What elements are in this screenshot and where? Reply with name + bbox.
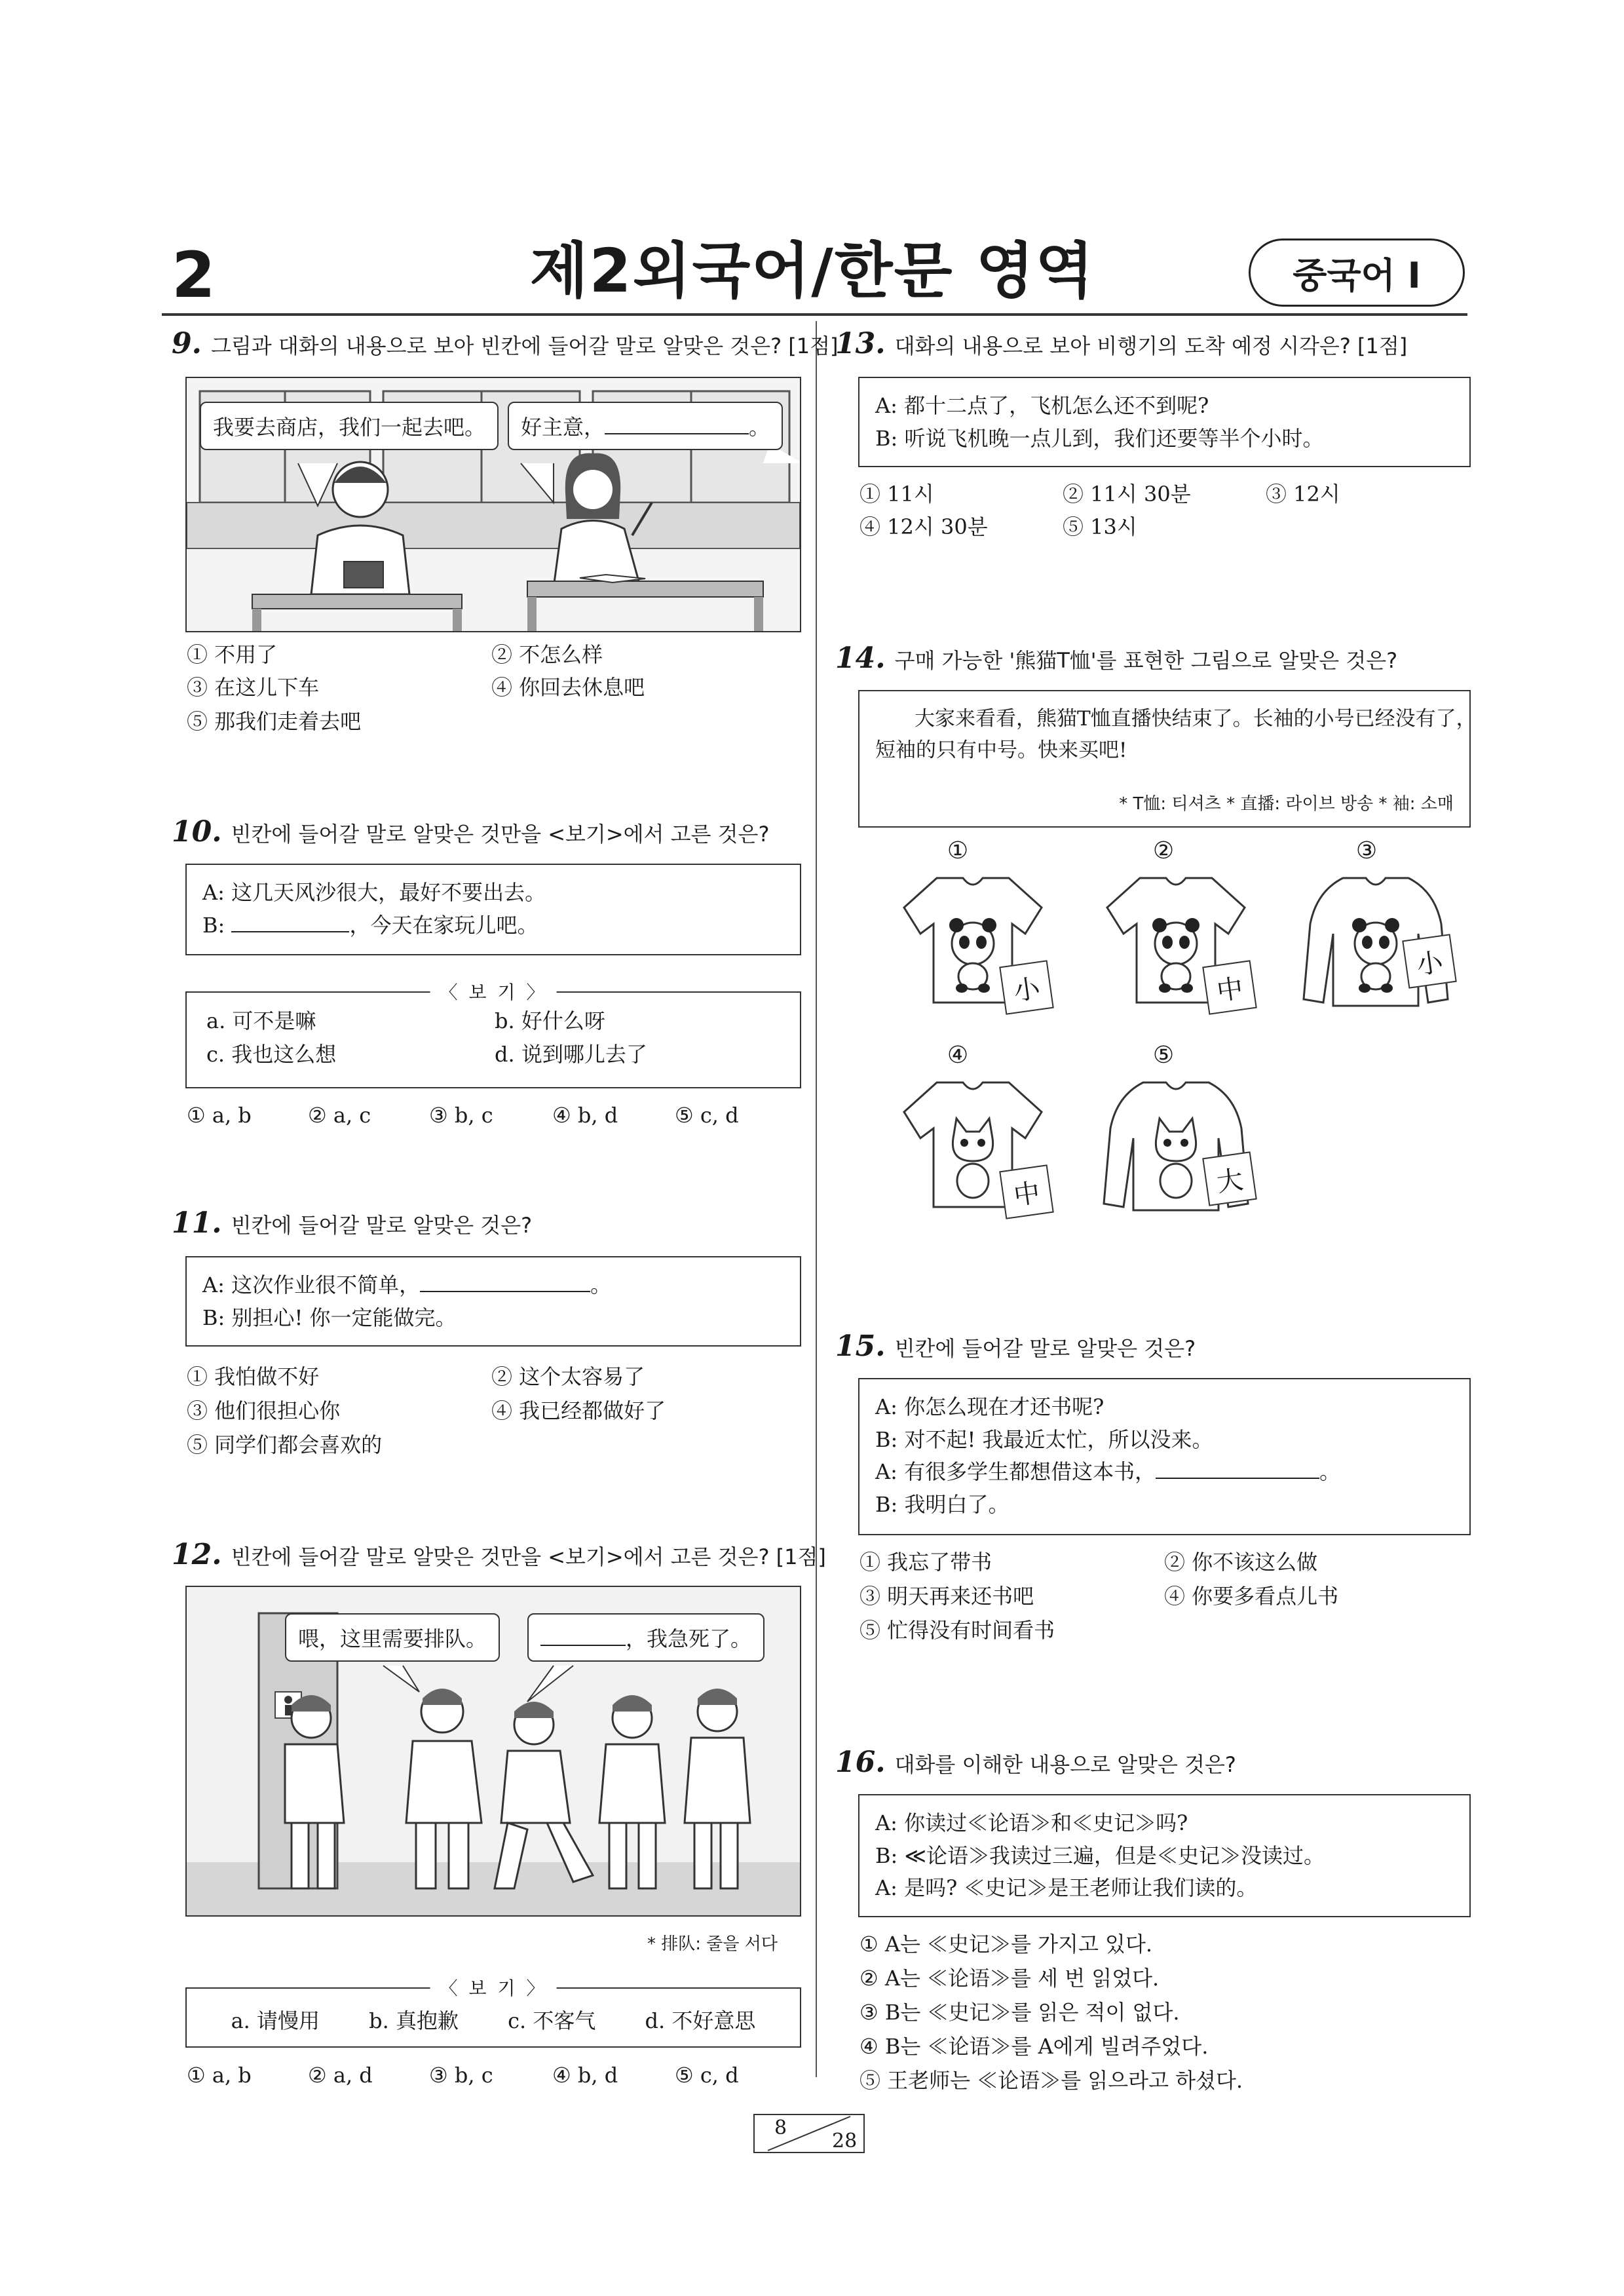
size-tag-text: 小 [1414,946,1445,981]
question-10-bogi-box [185,982,801,1088]
bogi-item-a: a. 请慢用 [231,2008,320,2033]
option-5[interactable]: ⑤ 同学们都会喜欢的 [187,1432,383,1457]
speech-bubble-right [527,1613,765,1662]
speech-text-left: 喂，这里需要排队。 [298,1626,487,1651]
dialogue-line-b: B: 对不起! 我最近太忙，所以没来。 [875,1426,1213,1452]
question-text: 구매 가능한 '熊猫T恤'를 표현한 그림으로 알맞은 것은? [894,648,1398,673]
question-text: 빈칸에 들어갈 말로 알맞은 것만을 <보기>에서 고른 것은? [1점] [231,1544,826,1569]
option-4[interactable]: ④ 12시 30분 [859,514,988,539]
bogi-item-d: d. 说到哪儿去了 [495,1042,647,1067]
shirt-choice-4[interactable] [891,1076,1055,1227]
option-1[interactable]: ① a, b [187,1103,252,1128]
speaker-b-label: B: [202,912,225,938]
option-4[interactable]: ④ B는 ≪论语≫를 A에게 빌려주었다. [859,2034,1209,2059]
question-16-stem [835,1746,1236,1780]
bogi-item-b: b. 真抱歉 [369,2008,459,2033]
option-2[interactable]: ② 这个太容易了 [491,1364,645,1389]
boy-speech-text: 我要去商店，我们一起去吧。 [213,415,486,440]
speech-bubble-left [285,1613,500,1662]
question-10-dialogue [185,864,801,955]
question-11-dialogue [185,1256,801,1347]
answer-blank [420,1272,590,1292]
answer-blank [1156,1459,1319,1479]
total-pages: 28 [832,2130,858,2152]
dialogue-line-b: B: 别担心! 你一定能做完。 [202,1305,457,1330]
question-9-stem [172,328,839,361]
question-number: 13. [835,327,886,360]
option-4[interactable]: ④ b, d [552,2063,618,2088]
exam-section-title: 제2외국어/한문 영역 [529,236,1095,306]
speech-text-right: ，我急死了。 [626,1626,752,1651]
dialogue-line-a: A: 你读过≪论语≫和≪史记≫吗? [875,1810,1188,1835]
option-4[interactable]: ④ 你要多看点儿书 [1164,1584,1339,1609]
size-tag-3 [1402,934,1457,989]
dialogue-line-a-suffix: 。 [590,1272,612,1297]
option-1[interactable]: ① A는 ≪史记≫를 가지고 있다. [859,1932,1153,1957]
question-14-passage [858,690,1477,828]
option-1[interactable]: ① 我忘了带书 [859,1550,992,1575]
choice-label-4: ④ [947,1042,969,1069]
question-12-stem [172,1539,826,1572]
question-9-illustration [185,377,801,632]
size-tag-1 [999,960,1054,1015]
bogi-title-text: 보 기 [468,1978,518,1999]
subject-label: 중국어 I [1293,254,1421,296]
option-5[interactable]: ⑤ c, d [675,1103,739,1128]
size-tag-4 [999,1164,1054,1219]
option-2[interactable]: ② a, c [308,1103,371,1128]
dialogue-line-a [202,1269,784,1302]
shirt-choice-3[interactable] [1294,871,1458,1022]
bogi-item-a: a. 可不是嘛 [206,1008,316,1033]
question-text: 대화를 이해한 내용으로 알맞은 것은? [894,1752,1236,1777]
shirt-choice-5[interactable] [1094,1076,1258,1227]
question-number: 15. [835,1330,886,1363]
subject-badge [1249,239,1465,307]
dialogue-line-c-text: A: 有很多学生都想借这本书， [875,1459,1156,1485]
shirt-choice-2[interactable] [1094,871,1258,1022]
size-tag-2 [1202,960,1257,1015]
dialogue-line-a: A: 你怎么现在才还书呢? [875,1394,1105,1419]
option-3[interactable]: ③ 明天再来还书吧 [859,1584,1034,1609]
bogi-item-b: b. 好什么呀 [495,1008,605,1033]
option-2[interactable]: ② 你不该这么做 [1164,1550,1318,1575]
column-divider [816,321,817,2077]
dialogue-line-c: A: 是吗? ≪史记≫是王老师让我们读的。 [875,1875,1258,1901]
question-11-stem [172,1207,532,1240]
option-3[interactable]: ③ b, c [429,1103,493,1128]
question-13-dialogue [858,377,1471,467]
passage-line-1: 大家来看看，熊猫T恤直播快结束了。长袖的小号已经没有了， [915,707,1477,731]
question-number: 12. [172,1538,222,1571]
option-1[interactable]: ① 我怕做不好 [187,1364,320,1389]
girl-speech-text: 好主意， [521,415,605,440]
choice-label-5: ⑤ [1152,1042,1175,1069]
option-1[interactable]: ① 不用了 [187,642,278,667]
question-text: 그림과 대화의 내용으로 보아 빈칸에 들어갈 말로 알맞은 것은? [1점] [210,334,839,358]
option-3[interactable]: ③ 12시 [1266,482,1340,507]
dialogue-line-b: B: ≪论语≫我读过三遍，但是≪史记≫没读过。 [875,1843,1325,1868]
option-2[interactable]: ② 11시 30분 [1063,482,1191,507]
dialogue-line-c [875,1456,1454,1489]
bogi-title-text: 보 기 [468,982,518,1003]
page-counter [753,2114,865,2153]
answer-blank [231,913,349,932]
option-4[interactable]: ④ 你回去休息吧 [491,675,645,700]
option-2[interactable]: ② A는 ≪论语≫를 세 번 읽었다. [859,1966,1160,1991]
question-12-illustration [185,1586,801,1917]
option-1[interactable]: ① 11시 [859,482,934,507]
size-tag-text: 小 [1011,972,1042,1007]
question-15-stem [835,1330,1196,1364]
question-number: 14. [835,641,886,675]
option-4[interactable]: ④ 我已经都做好了 [491,1398,666,1423]
vocab-note: * T恤: 티셔츠 * 直播: 라이브 방송 * 袖: 소매 [1119,794,1454,814]
choice-label-3: ③ [1355,837,1378,864]
option-5[interactable]: ⑤ 13시 [1063,514,1137,539]
option-5[interactable]: ⑤ c, d [675,2063,739,2088]
bogi-title: 〈 보 기 〉 [430,1974,557,2004]
dialogue-line-b: B: 听说飞机晚一点儿到，我们还要等半个小时。 [875,425,1324,451]
question-10-stem [172,816,769,849]
question-16-dialogue [858,1794,1471,1917]
long-sleeve-cat-shirt-icon [1094,1076,1258,1227]
choice-label-2: ② [1152,837,1175,864]
size-tag-text: 中 [1215,972,1245,1007]
boy-speech-bubble [200,402,499,450]
question-text: 빈칸에 들어갈 말로 알맞은 것은? [894,1336,1196,1361]
option-3[interactable]: ③ 在这儿下车 [187,675,320,700]
current-page: 8 [774,2116,787,2139]
option-2[interactable]: ② a, d [308,2063,373,2088]
question-15-dialogue [858,1378,1471,1535]
question-text: 빈칸에 들어갈 말로 알맞은 것만을 <보기>에서 고른 것은? [231,822,770,847]
dialogue-line-d: B: 我明白了。 [875,1491,1010,1517]
question-13-stem [835,328,1407,361]
dialogue-line-a: A: 都十二点了，飞机怎么还不到呢? [875,393,1209,418]
dialogue-line-b-text: ，今天在家玩儿吧。 [349,912,538,938]
question-number: 10. [172,815,222,849]
size-tag-text: 中 [1011,1177,1042,1212]
question-12-bogi-box [185,1978,801,2048]
option-5[interactable]: ⑤ 忙得没有时间看书 [859,1618,1055,1643]
bogi-item-c: c. 我也这么想 [206,1042,337,1067]
option-1[interactable]: ① a, b [187,2063,252,2088]
question-text: 대화의 내용으로 보아 비행기의 도착 예정 시각은? [1점] [894,334,1408,358]
bogi-item-d: d. 不好意思 [645,2008,756,2033]
question-number: 16. [835,1746,886,1779]
size-tag-text: 大 [1215,1164,1245,1198]
question-number: 11. [172,1206,222,1240]
option-4[interactable]: ④ b, d [552,1103,618,1128]
option-5[interactable]: ⑤ 王老师는 ≪论语≫를 읽으라고 하셨다. [859,2068,1243,2093]
option-3[interactable]: ③ 他们很担心你 [187,1398,341,1423]
option-5[interactable]: ⑤ 那我们走着去吧 [187,709,362,734]
bogi-title: 〈 보 기 〉 [430,978,557,1008]
vocab-note: * 排队: 줄을 서다 [647,1934,778,1954]
choice-label-1: ① [947,837,969,864]
page-number: 2 [172,239,216,312]
bogi-item-c: c. 不客气 [508,2008,596,2033]
option-3[interactable]: ③ B는 ≪史记≫를 읽은 적이 없다. [859,2000,1180,2025]
answer-blank [540,1626,626,1646]
question-number: 9. [172,327,202,360]
header-rule [162,313,1467,316]
dialogue-line-a-text: A: 这次作业很不简单， [202,1272,421,1297]
dialogue-line-a: A: 这几天风沙很大，最好不要出去。 [202,880,546,905]
passage-line-2: 短袖的只有中号。快来买吧! [875,738,1127,763]
question-14-stem [835,642,1397,676]
dialogue-line-c-suffix: 。 [1319,1459,1341,1485]
answer-blank [605,415,749,434]
girl-speech-bubble [508,402,783,450]
option-3[interactable]: ③ b, c [429,2063,493,2088]
dialogue-line-b [202,909,784,942]
girl-speech-suffix: 。 [749,415,770,440]
shirt-choice-1[interactable] [891,871,1055,1022]
question-text: 빈칸에 들어갈 말로 알맞은 것은? [231,1213,533,1238]
size-tag-5 [1202,1151,1257,1206]
option-2[interactable]: ② 不怎么样 [491,642,603,667]
